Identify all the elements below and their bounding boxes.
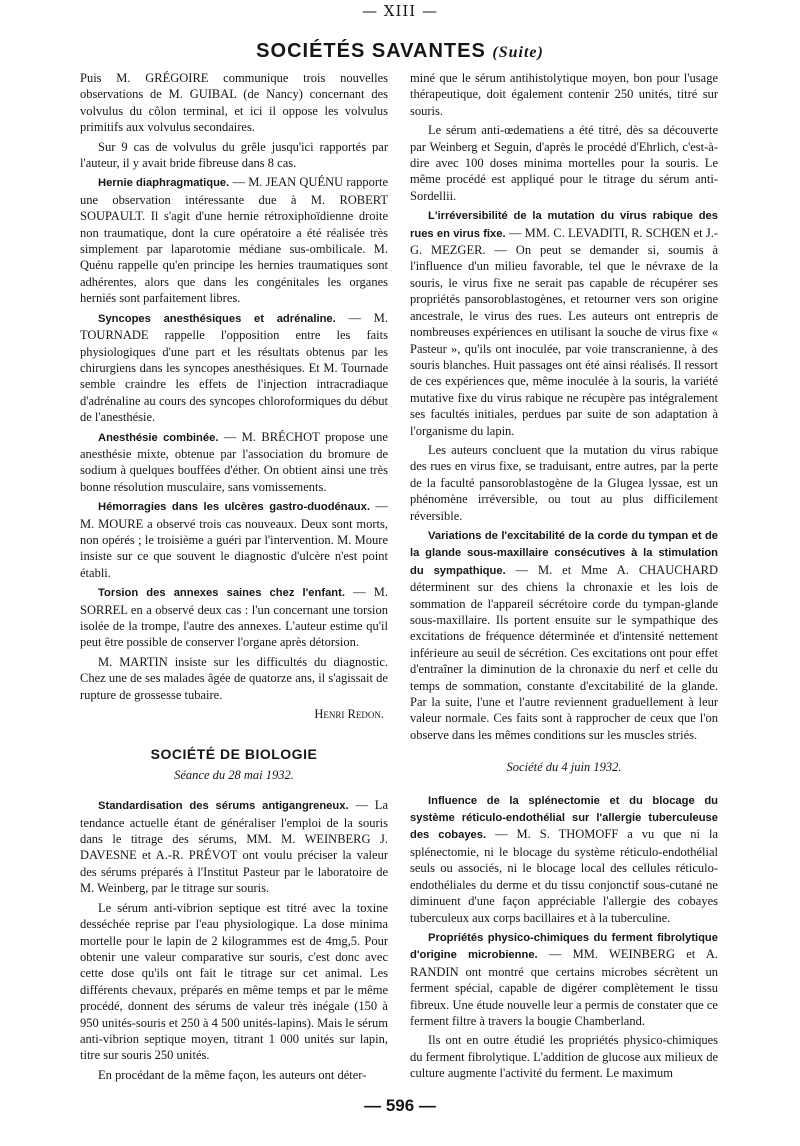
heading-torsion: Torsion des annexes saines chez l'enfant. <box>98 587 345 600</box>
text-irreversibilite: — MM. C. LEVADITI, R. SCHŒN et J.-G. MEZGER. — On peut se demander si, soumis à l'influence d'un milieu favorable, tel que le névraxe de la souris, le virus fixe ne serait pas capable de récupérer ses propriétés pansoroblastogènes, et retourner vers son origine ancestrale, le virus des rues. Les auteurs ont entrepris de nombreuses expériences en utilisant la souche de virus fixe « Pasteur », qu'ils ont inoculée, par voie transcranienne, à des souris blanches. Huit passages ont été ainsi réalisés. Il ressort de ces expériences que, même inoculée à la souris, la variété mutative fixe du virus rabique ne récupère pas intégralement ses facultés initiales, perdues par suite de son adaptation à l'organisme du lapin. <box>410 225 718 438</box>
text-torsion: — M. SORREL en a observé deux cas : l'un concernant une torsion isolée de la trompe, l'autre des annexes. L'auteur estime qu'il peut être possible de conserver l'organe après détorsion. <box>80 585 388 650</box>
paragraph-oedematiens: Le sérum anti-œdematiens a été titré, dès sa découverte par Weinberg et Seguin, d'après le procédé d'Ehrlich, c'est-à-dire avec 100 doses minima mortelles pour la souris. Le même procédé est appliqué pour le titrage du sérum anti-Sordellii. <box>410 123 718 203</box>
text-influence: — M. S. THOMOFF a vu que ni la splénectomie, ni le blocage du système réticulo-endothélial seuls ou associés, ni le blocage local des cellules réticulo-endothéliales du derme et du tissu conjonctif sous-cutané ne diminuent d'une façon appréciable l'allergie des cobayes tuberculeux aux corps bacillaires et à la tuberculine. <box>410 827 718 925</box>
left-column <box>80 70 388 1086</box>
paragraph-sur9: Sur 9 cas de volvulus du grêle jusqu'ici rapportés par l'auteur, il y avait bride fibreuse dans 8 cas. <box>80 139 388 171</box>
paragraph-ils-ont: Ils ont en outre étudié les propriétés physico-chimiques du ferment fibrolytique. L'addition de glucose aux milieux de culture augmente l'activité du ferment. Le maximum <box>410 1033 718 1081</box>
paragraph-variations <box>410 527 718 743</box>
right-column <box>410 70 718 1085</box>
page-title <box>0 40 800 63</box>
paragraph-hernie <box>80 174 388 306</box>
page-title-text: SOCIÉTÉS SAVANTES <box>256 40 486 62</box>
text-standardisation: — La tendance actuelle étant de généraliser l'emploi de la souris dans le titrage des sérums, MM. M. WEINBERG J. DAVESNE et A.-R. PRÉVOT ont voulu préciser la valeur des sérums préparés à l'Institut Pasteur par le laboratoire de M. Weinberg, par le titrage sur souris. <box>80 798 388 896</box>
paragraph-torsion <box>80 584 388 651</box>
page-title-suite: (Suite) <box>492 44 544 61</box>
paragraph-standardisation <box>80 797 388 896</box>
heading-anesthesie: Anesthésie combinée. <box>98 431 219 444</box>
paragraph-concluent: Les auteurs concluent que la mutation du virus rabique des rues en virus fixe, se traduisant, entre autres, par la perte de la faculté pansoroblastogène de la Glugea lyssae, est un phénomène irréversible, ou tout au plus difficilement réversible. <box>410 442 718 523</box>
section-title-biologie: SOCIÉTÉ DE BIOLOGIE <box>150 746 318 763</box>
heading-hernie: Hernie diaphragmatique. <box>98 177 230 190</box>
text-hernie: — M. JEAN QUÉNU rapporte une observation intéressante due à M. ROBERT SOUPAULT. Il s'agit d'une hernie rétroxiphoïdienne droite non traumatique, dont la cure opératoire a été réalisée très simplement par laparotomie médiane sus-ombilicale. M. Quénu rappelle qu'en principe les hernies traumatiques sont adhérentes, alors que dans les congénitales les organes herniés sont parfaitement libres. <box>80 175 389 306</box>
paragraph-gregoire: Puis M. GRÉGOIRE communique trois nouvelles observations de M. GUIBAL (de Nancy) concernant des volvulus du côlon terminal, et ici il oppose les volvulus primitifs aux volvulus secondaires. <box>80 71 388 135</box>
heading-hemorragies: Hémorragies dans les ulcères gastro-duodénaux. <box>98 501 370 514</box>
paragraph-syncopes <box>80 310 388 426</box>
paragraph-serum-vibrion: Le sérum anti-vibrion septique est titré avec la toxine desséchée reprise par l'eau physiologique. La dose minima mortelle pour le lapin de 2 kilogrammes est de 4mg,5. Pour obtenir une valeur comparative sur souris, c'est donc avec cette dose qu'ils ont fait le titrage sur cet animal. Les différents chevaux, préparés en même temps et par le même procédé, donnent des sérums de valeur très inégale (150 à 950 unités-souris et 250 à 4 500 unités-lapins). Mais le sérum anti-vibrion septique moyen, titrant 1 000 unités sur lapin, titre sur souris 250 unités. <box>80 900 388 1063</box>
heading-standardisation: Standardisation des sérums antigangreneux. <box>98 800 349 813</box>
page-number: — 596 — <box>364 1096 436 1115</box>
text-variations: — M. et Mme A. CHAUCHARD déterminent sur des chiens la chronaxie et les lois de sommation de l'appareil sécrétoire corde du tympan-glande sous-maxillaire. Ils portent ensuite sur le sympathique des excitations de fréquence déterminée et d'intensité nettement inférieure au seuil de sécrétion. Ces excitations ont pour effet d'entraîner la diminution de la chronaxie du nerf et celle du temps de sommation, constante d'excitabilité de la glande. Par la suite, l'une et l'autre reviennent graduellement à leur valeur normale. Ces faits sont à rapprocher de ceux que l'on observe dans les mêmes conditions sur les muscles striés. <box>410 562 718 742</box>
text-proprietes: — MM. WEINBERG et A. RANDIN ont montré que certains microbes sécrètent un ferment spécial, capable de digérer complètement le tissu fibreux. Une étude nouvelle leur a permis de constater que ce ferment filtre à travers la bougie Chamberland. <box>410 947 718 1028</box>
heading-proprietes: Propriétés physico-chimiques du ferment fibrolytique d'origine microbienne. <box>410 931 718 962</box>
text-syncopes: — M. TOURNADE rappelle l'opposition entre les faits physiologiques d'une part et les résultats obtenus par les chirurgiens dans les syncopes anesthésiques. Et M. Tournade semble craindre les effets de l'injection intracradiaque d'adrénaline au cours des syncopes chloroformiques du début de l'anesthésie. <box>80 310 388 425</box>
paragraph-anesthesie <box>80 429 388 496</box>
roman-page-number: — XIII — <box>362 2 438 20</box>
heading-influence: Influence de la splénectomie et du blocage du système réticulo-endothélial sur l'allergie tuberculeuse des cobayes. <box>410 794 718 842</box>
paragraph-hemorragies <box>80 498 388 581</box>
session-date: Société du 4 juin 1932. <box>506 760 622 775</box>
paragraph-influence <box>410 792 718 926</box>
text-hemorragies: — M. MOURE a observé trois cas nouveaux. Deux sont morts, non opérés ; le troisième a guéri par l'intervention. M. Moure insiste sur ce que souvent le diagnostic d'ulcère n'est point établi. <box>80 499 389 580</box>
text-anesthesie: — M. BRÉCHOT propose une anesthésie mixte, obtenue par l'association du bromure de sodium à quelques bouffées d'éther. On obtient ainsi une très bonne résolution musculaire, sans vomissements. <box>80 429 388 494</box>
heading-variations: Variations de l'excitabilité de la corde du tympan et de la glande sous-maxillaire consécutives à la stimulation du sympathique. <box>410 529 718 577</box>
paragraph-martin: M. MARTIN insiste sur les difficultés du diagnostic. Chez une de ses malades âgée de quatorze ans, il s'agissait de rupture de grossesse tubaire. <box>80 654 388 702</box>
author-signature: Henri Redon. <box>314 707 384 722</box>
seance-date: Séance du 28 mai 1932. <box>174 767 294 782</box>
paragraph-en-procedant: En procédant de la même façon, les auteurs ont déter- <box>98 1067 367 1082</box>
paragraph-continuation: miné que le sérum antihistolytique moyen, bon pour l'usage thérapeutique, doit également contenir 250 unités, titré sur souris. <box>410 71 718 118</box>
heading-syncopes: Syncopes anesthésiques et adrénaline. <box>98 312 336 325</box>
paragraph-proprietes <box>410 929 718 1029</box>
paragraph-irreversibilite <box>410 207 718 439</box>
heading-irreversibilite: L'irréversibilité de la mutation du virus rabique des rues en virus fixe. <box>410 210 718 240</box>
